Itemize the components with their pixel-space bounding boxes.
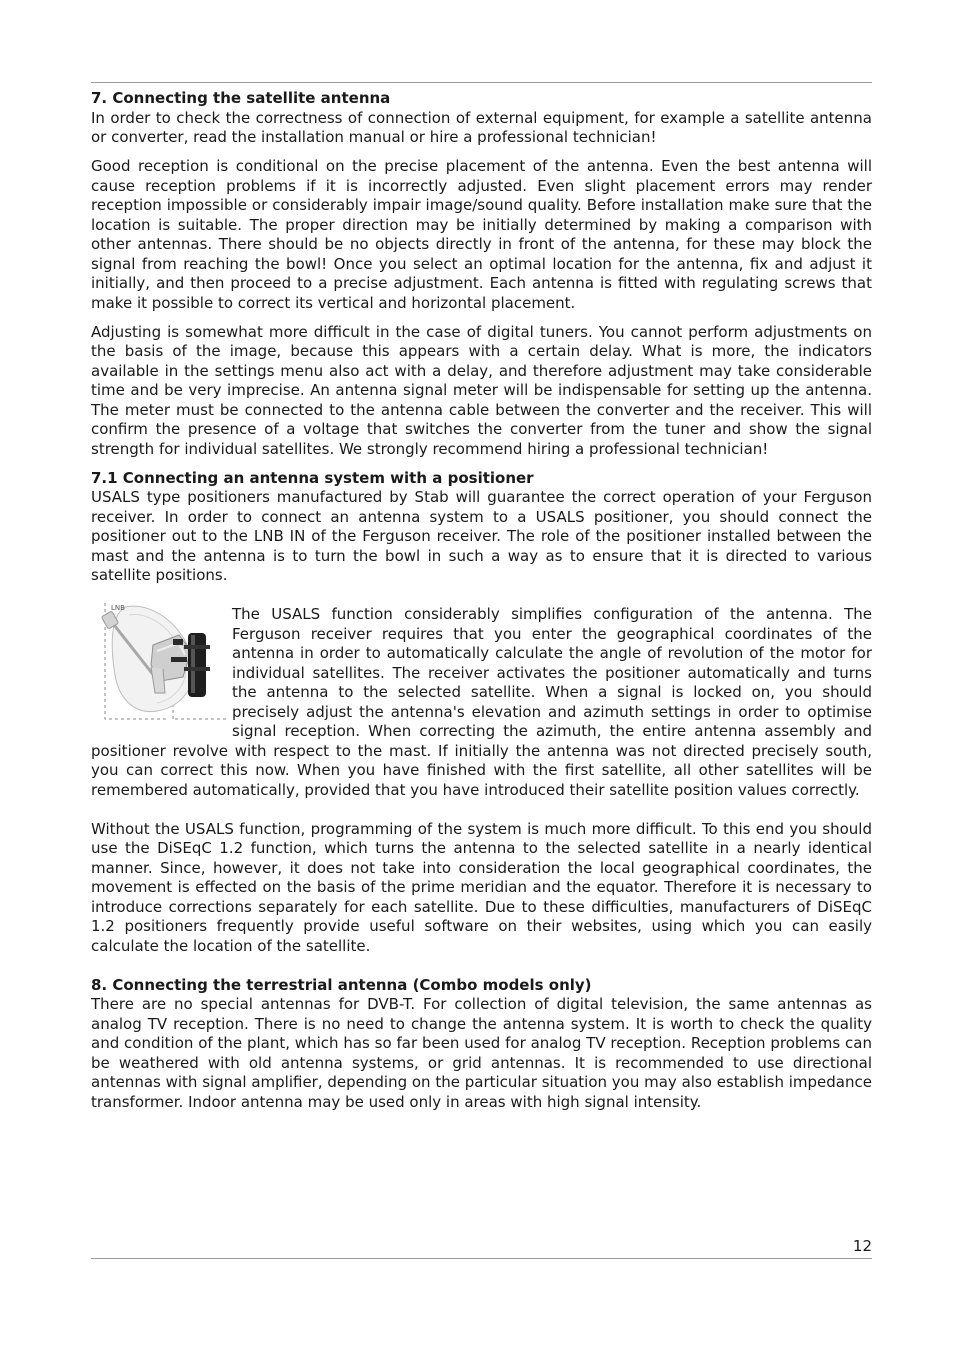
section-7-heading: 7. Connecting the satellite antenna (91, 89, 391, 107)
header-rule (91, 82, 872, 83)
footer-rule (91, 1258, 872, 1259)
section-7-1-paragraph-3: Without the USALS function, programming of the system is much more difficult. To this end you should use the DiSEqC 1.2 function, which turns the antenna to the selected satellite in a nearly identical manner. Since, however, it does not take into consideration the local geographical coordinates, the movement is effected on the basis of the prime meridian and the equator. Therefore it is necessary to introduce corrections separately for each satellite. Due to these difficulties, manufacturers of DiSEqC 1.2 positioners frequently provide useful software on their websites, using which you can easily calculate the location of the satellite. (91, 819, 872, 955)
section-7-1-paragraph-1: USALS type positioners manufactured by Stab will guarantee the correct operation of your Ferguson receiver. In order to connect an antenna system to a USALS positioner, you should connect the positioner out to the LNB IN of the Ferguson receiver. The role of the positioner installed between the mast and the antenna is to turn the bowl in such a way as to ensure that it is directed to various satellite positions. (91, 488, 872, 584)
positioner-antenna-figure (95, 595, 227, 723)
positioner-antenna-illustration (95, 595, 227, 723)
section-8-heading: 8. Connecting the terrestrial antenna (Combo models only) (91, 975, 592, 994)
section-7-paragraph-3: Adjusting is somewhat more difficult in the case of digital tuners. You cannot perform adjustments on the basis of the image, because this appears with a certain delay. What is more, the indicators available in the settings menu also act with a delay, and therefore adjustment may take considerable time and be very imprecise. An antenna signal meter will be indispensable for setting up the antenna. The meter must be connected to the antenna cable between the converter and the receiver. This will confirm the presence of a voltage that switches the converter from the tuner and show the signal strength for individual satellites. We strongly recommend hiring a professional technician! (91, 322, 872, 458)
section-7-paragraph-2: Good reception is conditional on the precise placement of the antenna. Even the best antenna will cause reception problems if it is incorrectly adjusted. Even slight placement errors may render reception impossible or considerably impair image/sound quality. Before installation make sure that the location is suitable. The proper direction may be initially determined by making a comparison with other antennas. There should be no objects directly in front of the antenna, for these may block the signal from reaching the bowl! Once you select an optimal location for the antenna, fix and adjust it initially, and then proceed to a precise adjustment. Each antenna is fitted with regulating screws that make it possible to correct its vertical and horizontal placement. (91, 157, 872, 312)
page-content (91, 89, 872, 1122)
section-7-paragraph-1: In order to check the correctness of connection of external equipment, for example a satellite antenna or converter, read the installation manual or hire a professional technician! (91, 108, 872, 146)
page-number: 12 (852, 1237, 872, 1255)
section-8-paragraph-1: There are no special antennas for DVB-T. For collection of digital television, the same antennas as analog TV reception. There is no need to change the antenna system. It is worth to check the quality and condition of the plant, which has so far been used for analog TV reception. Reception problems can be weathered with old antenna systems, or grid antennas. It is recommended to use directional antennas with signal amplifier, depending on the particular situation you may also establish impedance transformer. Indoor antenna may be used only in areas with high signal intensity. (91, 995, 872, 1111)
lnb-label: LNB (111, 604, 125, 612)
section-7-1-heading: 7.1 Connecting an antenna system with a positioner (91, 468, 534, 487)
section-7-1-paragraph-2: The USALS function considerably simplifies configuration of the antenna. The Ferguson receiver requires that you enter the geographical coordinates of the antenna in order to automatically calculate the angle of revolution of the motor for individual satellites. The receiver activates the positioner automatically and turns the antenna to the selected satellite. When a signal is locked on, you should precisely adjust the antenna's elevation and azimuth settings in order to optimise signal reception. When correcting the azimuth, the entire antenna assembly and positioner revolve with respect to the mast. If initially the antenna was not directed precisely south, you can correct this now. When you have finished with the first satellite, all other satellites will be remembered automatically, provided that you have introduced their satellite position values correctly. (91, 605, 872, 799)
